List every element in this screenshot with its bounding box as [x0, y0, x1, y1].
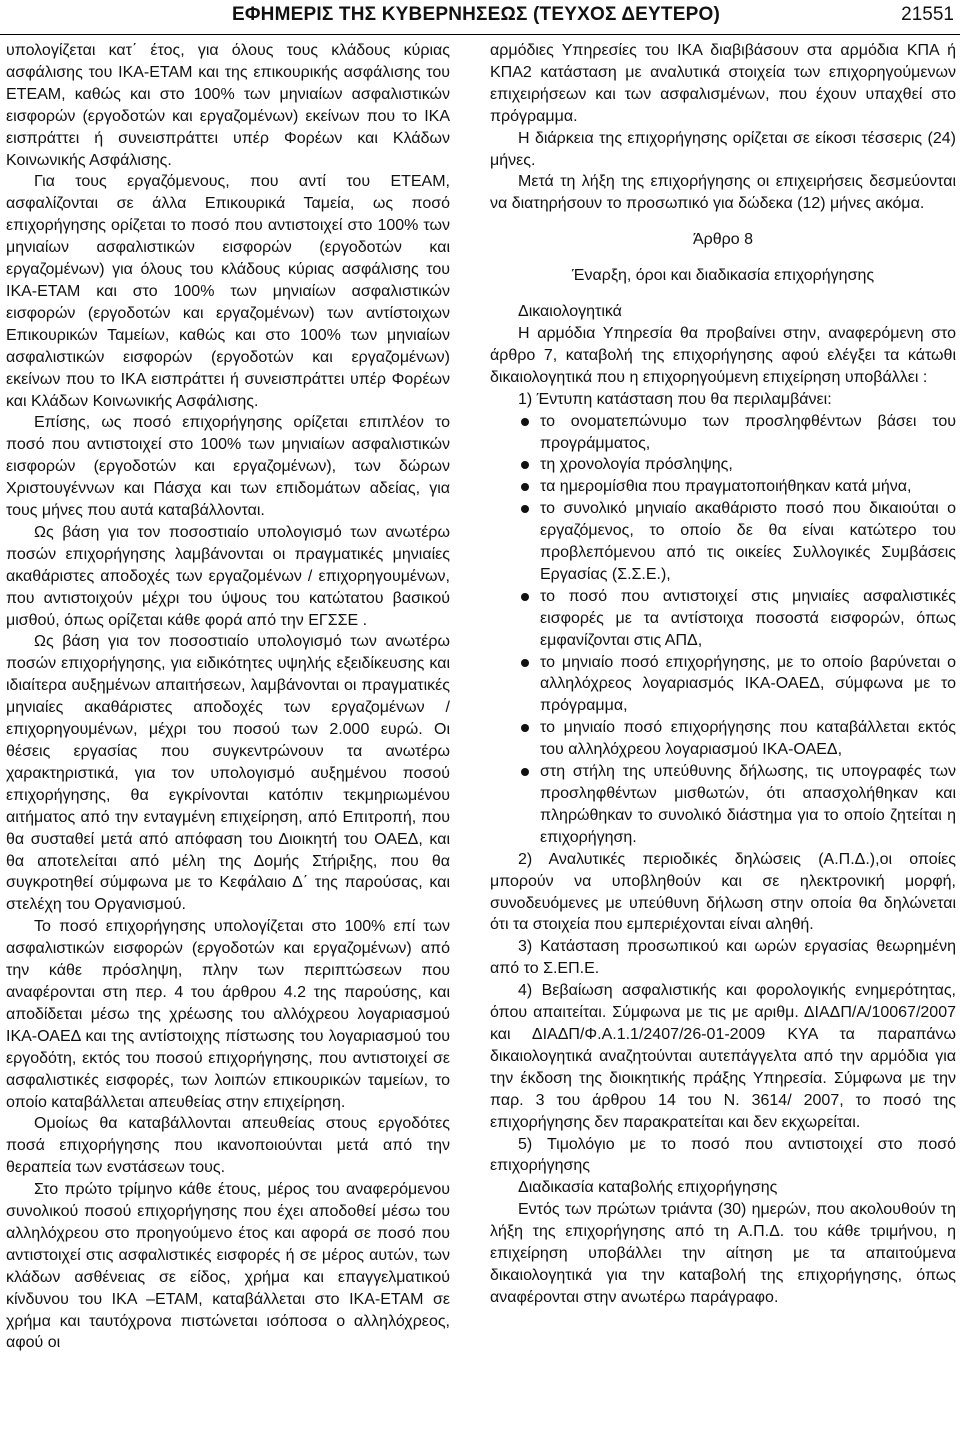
list-item-3: 3) Κατάσταση προσωπικού και ωρών εργασίας θεωρημένη από το Σ.ΕΠ.Ε.	[490, 938, 956, 978]
paragraph: Η αρμόδια Υπηρεσία θα προβαίνει στην, αναφερόμενη στο άρθρο 7, καταβολή της επιχορήγησης αφού ελέγξει τα κάτωθι δικαιολογητικά που η επιχορηγούμενη επιχείρηση υποβάλλει :	[490, 324, 956, 386]
paragraph: αρμόδιες Υπηρεσίες του ΙΚΑ διαβιβάσουν στα αρμόδια ΚΠΑ ή ΚΠΑ2 κατάσταση με αναλυτικά στοιχεία των επιχορηγούμενων επιχειρήσεων και των ασφαλισμένων, που έχουν υπαχθεί στο πρόγραμμα.	[490, 42, 956, 125]
bullet-item: το μηνιαίο ποσό επιχορήγησης που καταβάλλεται εκτός του αλληλόχρεου λογαριασμού ΙΚΑ-ΟΑΕΔ,	[518, 717, 956, 761]
bullet-item: τα ημερομίσθια που πραγματοποιήθηκαν κατά μήνα,	[518, 476, 956, 498]
article-heading: Άρθρο 8	[692, 231, 754, 249]
paragraph: Στο πρώτο τρίμηνο κάθε έτους, μέρος του αναφερόμενου συνολικού ποσού επιχορήγησης που έχει αποδοθεί μέσω του αλληλόχρεου στο προηγούμενο έτος και αφορά σε ποσό που αντιστοιχεί στις ασφαλιστικές εισφορές ή σε μέρος αυτών, των κλάδων ασθένειας σε είδος, χρήμα και επαγγελματικού κίνδυνου του ΙΚΑ –ΕΤΑΜ, καταβάλλεται στο ΙΚΑ-ΕΤΑΜ σε χρήμα και ταυτόχρονα πιστώνεται ισόποσα ο αλληλόχρεος, αφού οι	[6, 1181, 450, 1352]
paragraph: Η διάρκεια της επιχορήγησης ορίζεται σε είκοσι τέσσερις (24) μήνες.	[490, 129, 956, 169]
paragraph: Για τους εργαζόμενους, που αντί του ΕΤΕΑΜ, ασφαλίζονται σε άλλα Επικουρικά Ταμεία, ως ποσό επιχορήγησης ορίζεται το ποσό που αντιστοιχεί στο 100% των μηνιαίων ασφαλιστικών εισφορών (εργοδοτών και εργαζομένων) για όλους του κλάδους κύριας ασφάλισης του ΙΚΑ-ΕΤΑΜ και στο 100% των μηνιαίων ασφαλιστικών εισφορών (εργοδοτών και εργαζομένων) των αντίστοιχων Επικουρικών Ταμείων, καθώς και στο 100% των μηνιαίων ασφαλιστικών εισφορών (εργοδοτών και εργαζομένων) εκείνων που το ΙΚΑ εισπράττει ή συνεισπράττει υπέρ Φορέων και Κλάδων Κοινωνικής Ασφάλισης.	[6, 173, 450, 410]
bullet-item: το ποσό που αντιστοιχεί στις μηνιαίες ασφαλιστικές εισφορές με τα αντίστοιχα ποσοστά εισφορών, όπως εμφανίζονται στις ΑΠΔ,	[518, 586, 956, 652]
left-column	[6, 40, 450, 1354]
paragraph: Επίσης, ως ποσό επιχορήγησης ορίζεται επιπλέον το ποσό που αντιστοιχεί στο 100% των μηνιαίων ασφαλιστικών εισφορών (εργοδοτών και εργαζομένων), των δώρων Χριστουγέννων και Πάσχα και των επιδομάτων αδείας, για τους μήνες που αυτά καταβάλλονται.	[6, 414, 450, 520]
subheading-documents: Δικαιολογητικά	[518, 303, 622, 321]
paragraph: Ως βάση για τον ποσοστιαίο υπολογισμό των ανωτέρω ποσών επιχορήγησης, για ειδικότητες υψηλής εξειδίκευσης και ιδιαίτερα αυξημένων απαιτήσεων, λαμβάνονται οι πραγματικές μηνιαίες ακαθάριστες αποδοχές των εργαζομένων / επιχορηγουμένων, μέχρι του ποσού των 2.000 ευρώ. Οι θέσεις εργασίας που συγκεντρώνουν τα ανωτέρω χαρακτηριστικά, για τον υπολογισμό αυξημένου ποσού επιχορήγησης, θα εγκρίνονται κατόπιν τεκμηριωμένου αιτήματος από την ενταγμένη επιχείρηση, από Επιτροπή, που θα συσταθεί μετά από απόφαση του Διοικητή του ΟΑΕΔ, και θα αποτελείται από μέλη της Δομής Στήριξης, που θα συγκροτηθεί σύμφωνα με το Κεφάλαιο Δ΄ της παρούσας, και στελέχη του Οργανισμού.	[6, 633, 450, 914]
list-item-2: 2) Αναλυτικές περιοδικές δηλώσεις (Α.Π.Δ.),οι οποίες μπορούν να υποβληθούν και σε ηλεκτρονική μορφή, συνοδευόμενες με υπεύθυνη δήλωση στην οποία θα δηλώνεται ότι τα στοιχεία που εμπεριέχονται είναι αληθή.	[490, 850, 956, 934]
list-item-5: 5) Τιμολόγιο με το ποσό που αντιστοιχεί στο ποσό επιχορήγησης	[490, 1135, 956, 1175]
paragraph: υπολογίζεται κατ΄ έτος, για όλους τους κλάδους κύριας ασφάλισης του ΙΚΑ-ΕΤΑΜ και της επικουρικής ασφάλισης του ΕΤΕΑΜ, καθώς και στο 100% των μηνιαίων ασφαλιστικών εισφορών (εργοδοτών και εργαζομένων) εκείνων που το ΙΚΑ εισπράττει ή συνεισπράττει υπέρ Φορέων και Κλάδων Κοινωνικής Ασφάλισης.	[6, 42, 450, 169]
bullet-item: τη χρονολογία πρόσληψης,	[518, 454, 956, 476]
page-number: 21551	[901, 4, 954, 25]
bullet-item: το ονοματεπώνυμο των προσληφθέντων βάσει του προγράμματος,	[518, 411, 956, 455]
page-header	[0, 0, 960, 35]
paragraph: Το ποσό επιχορήγησης υπολογίζεται στο 100% επί των ασφαλιστικών εισφορών (εργοδοτών και εργαζομένων) από την κάθε πρόσληψη, πλην των περιπτώσεων που αναφέρονται στη περ. 4 του άρθρου 4.2 της παρούσης, και αποδίδεται μέσω της χρέωσης του αλλόχρεου λογαριασμού ΙΚΑ-ΟΑΕΔ και της αντίστοιχης πίστωσης του λογαριασμού του εργοδότη, εκτός του ποσού επιχορήγησης, που αντιστοιχεί σε ασφαλιστικές εισφορές, των λοιπών επικουρικών ταμείων, το οποίο καταβάλλεται απευθείας στην επιχείρηση.	[6, 918, 450, 1111]
bullet-item: στη στήλη της υπεύθυνης δήλωσης, τις υπογραφές των προσληφθέντων μισθωτών, ότι απασχολήθηκαν και πληρώθηκαν το συνολικό διάστημα για το οποίο ζητείται η επιχορήγηση.	[518, 761, 956, 849]
paragraph: Εντός των πρώτων τριάντα (30) ημερών, που ακολουθούν τη λήξη της επιχορήγησης από τη Α.Π.Δ. του κάθε τριμήνου, η επιχείρηση υποβάλλει την αίτηση με τα απαιτούμενα δικαιολογητικά για την καταβολή της επιχορήγησης, όπως αναφέρονται στην ανωτέρω παράγραφο.	[490, 1201, 956, 1306]
bullet-item: το μηνιαίο ποσό επιχορήγησης, με το οποίο βαρύνεται ο αλληλόχρεος λογαριασμός ΙΚΑ-ΟΑΕΔ, σύμφωνα με το πρόγραμμα,	[518, 652, 956, 718]
article-title: Έναρξη, όροι και διαδικασία επιχορήγησης	[571, 267, 875, 285]
bullet-list	[490, 411, 956, 849]
bullet-item: το συνολικό μηνιαίο ακαθάριστο ποσό που δικαιούται ο εργαζόμενος, το οποίο δε θα είναι κατώτερο του προβλεπόμενου από τις οικείες Συλλογικές Συμβάσεις Εργασίας (Σ.Σ.Ε.),	[518, 498, 956, 586]
paragraph: Ομοίως θα καταβάλλονται απευθείας στους εργοδότες ποσά επιχορήγησης που ικανοποιούνται μετά από την θεραπεία των ενστάσεων τους.	[6, 1115, 450, 1177]
list-item-1: 1) Έντυπη κατάσταση που θα περιλαμβάνει:	[518, 390, 832, 408]
right-column	[490, 40, 956, 1309]
paragraph: Ως βάση για τον ποσοστιαίο υπολογισμό των ανωτέρω ποσών επιχορήγησης λαμβάνονται οι πραγματικές μηνιαίες ακαθάριστες αποδοχές των εργαζομένων / επιχορηγουμένων, που αντιστοιχούν μέχρι του ύψους του κατώτατου βασικού μισθού, όπως ορίζεται κάθε φορά από την ΕΓΣΣΕ .	[6, 523, 450, 629]
subheading-procedure: Διαδικασία καταβολής επιχορήγησης	[518, 1179, 778, 1197]
paragraph: Μετά τη λήξη της επιχορήγησης οι επιχειρήσεις δεσμεύονται να διατηρήσουν το προσωπικό για δώδεκα (12) μήνες ακόμα.	[490, 173, 956, 213]
list-item-4: 4) Βεβαίωση ασφαλιστικής και φορολογικής ενημερότητας, όπου απαιτείται. Σύμφωνα με τις με αριθμ. ΔΙΑΔΠ/Α/10067/2007 και ΔΙΑΔΠ/Φ.Α.1.1/2407/26-01-2009 ΚΥΑ τα παραπάνω δικαιολογητικά αναζητούνται αυτεπάγγελτα από την αρμόδια για την έκδοση της διοικητικής πράξης Υπηρεσία. Σύμφωνα με την παρ. 3 του άρθρου 14 του Ν. 3614/ 2007, το ποσό της επιχορήγησης δεν παρακρατείται και δεν εκχωρείται.	[490, 982, 956, 1131]
gazette-title: ΕΦΗΜΕΡΙΣ ΤΗΣ ΚΥΒΕΡΝΗΣΕΩΣ (ΤΕΥΧΟΣ ΔΕΥΤΕΡΟ)	[232, 4, 720, 25]
